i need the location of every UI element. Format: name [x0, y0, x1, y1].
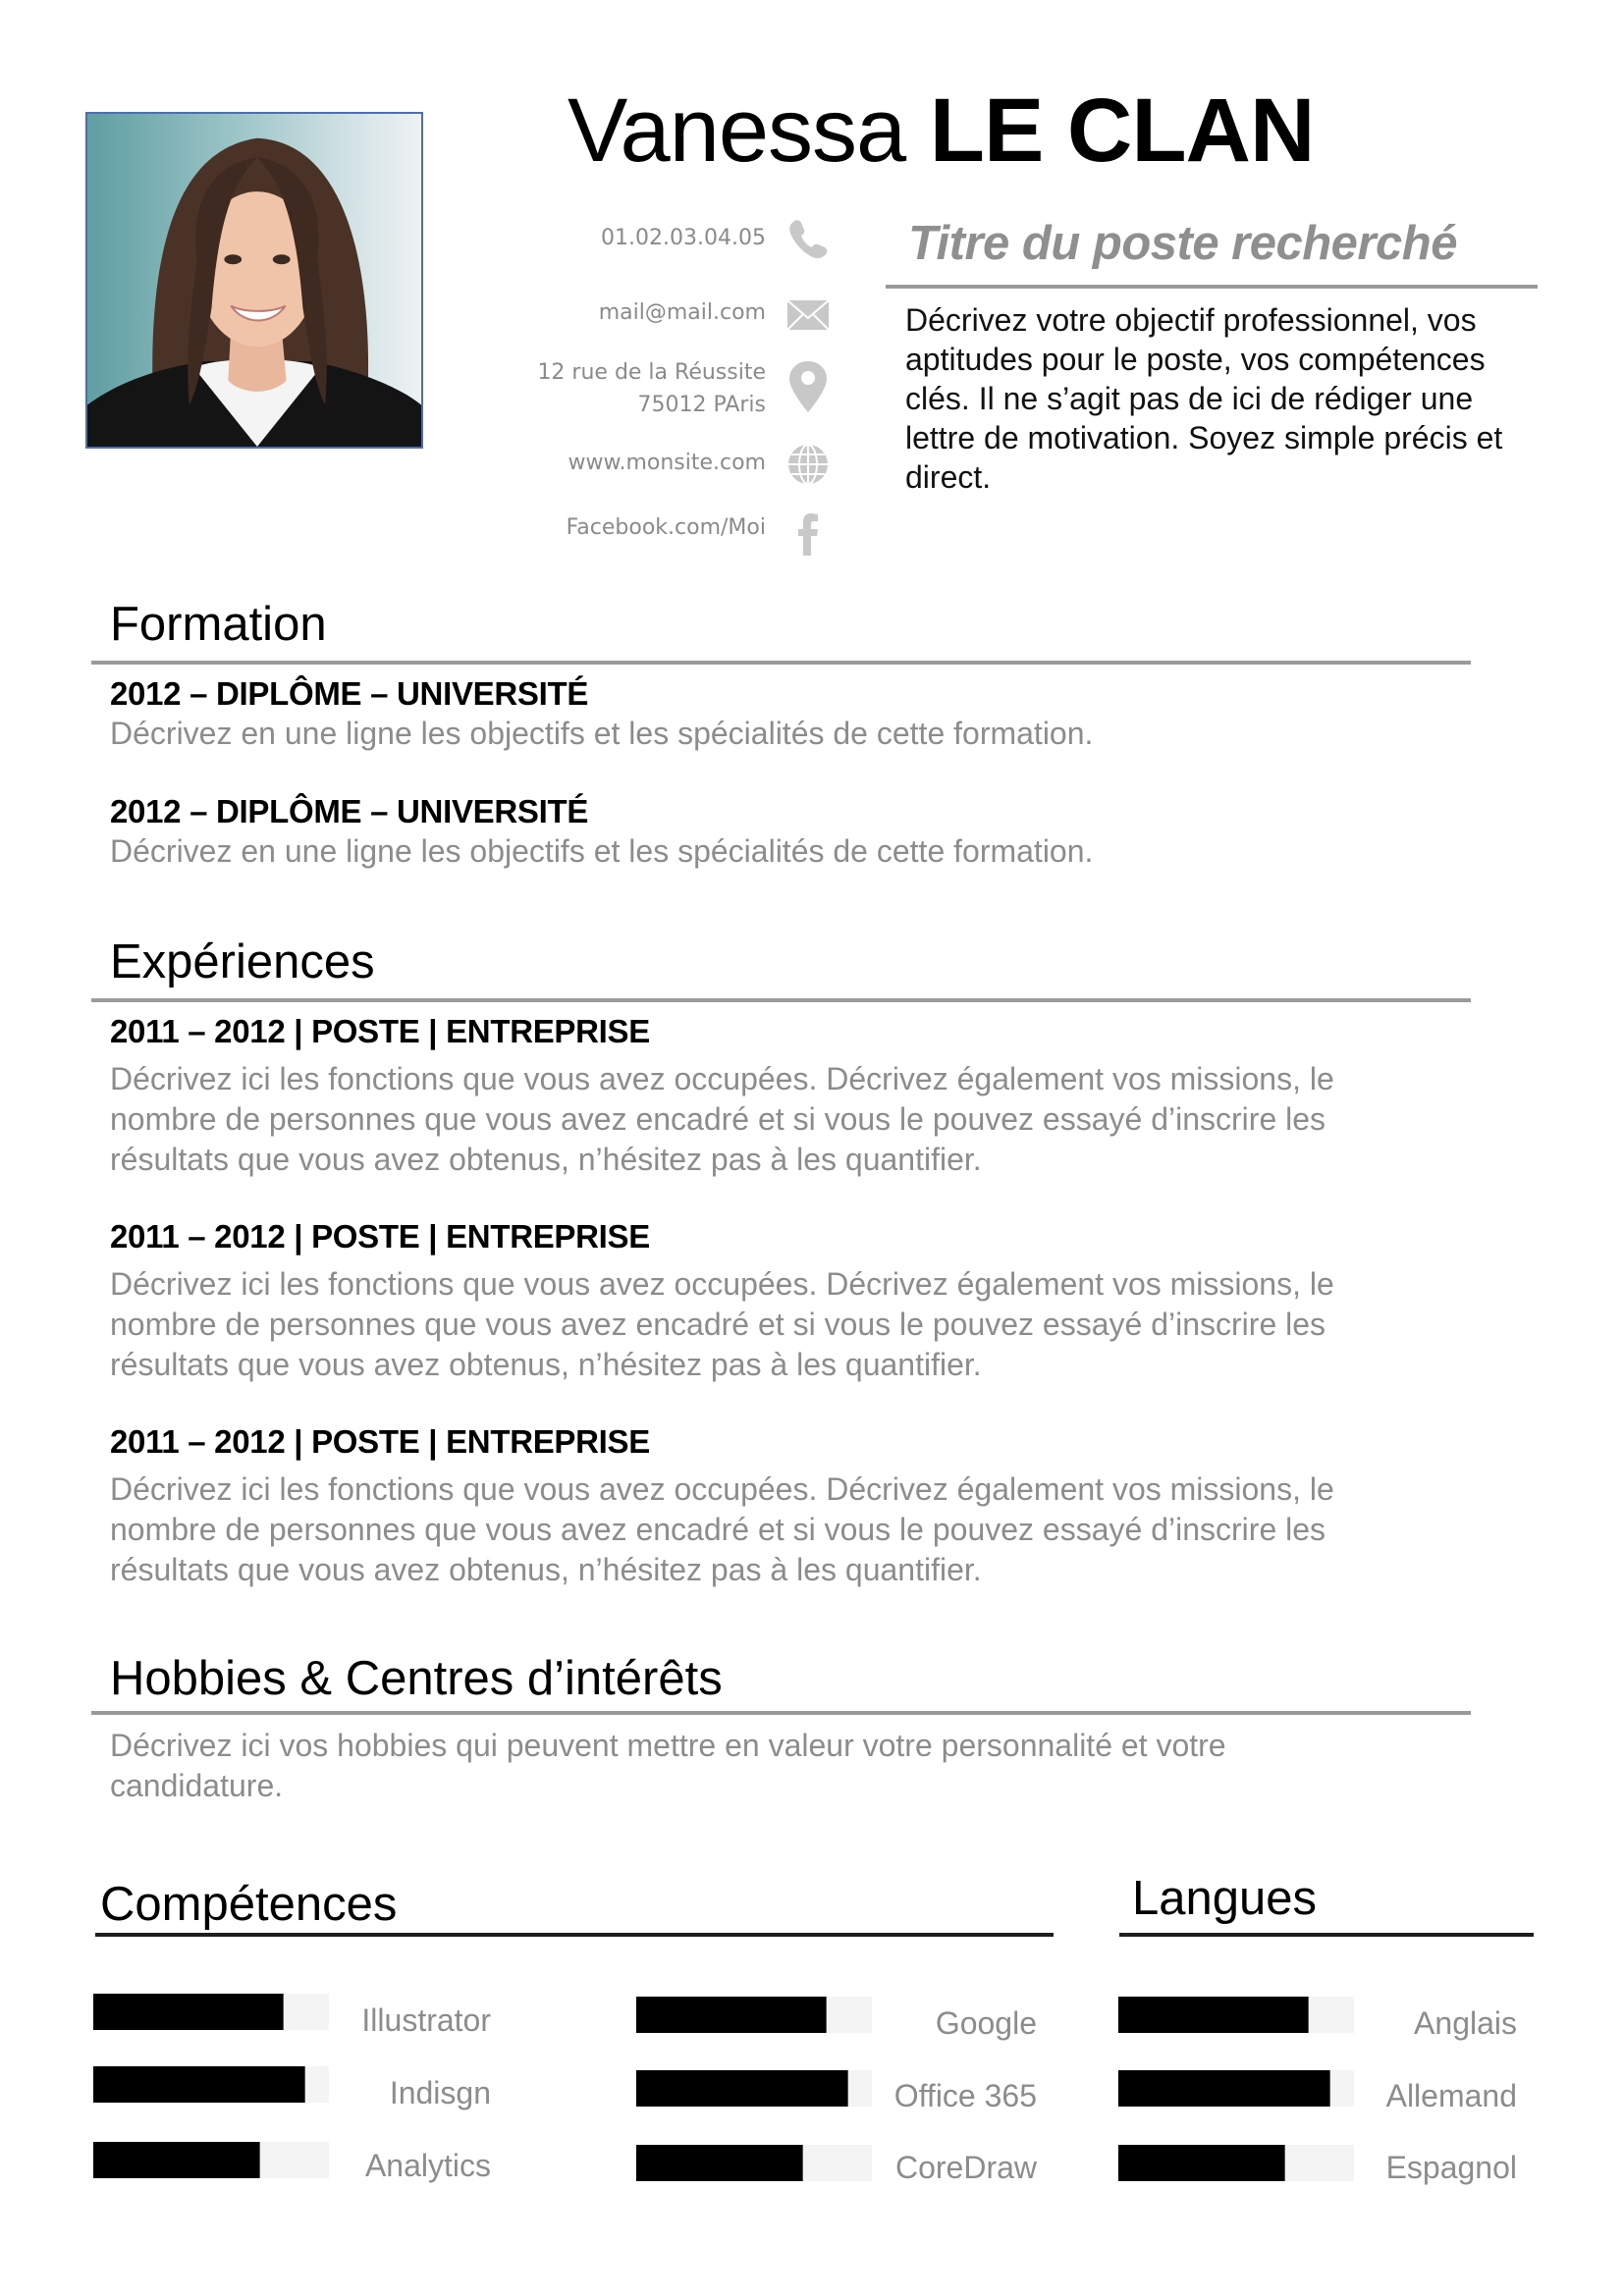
language-level-fill — [1118, 2145, 1285, 2181]
language-bar-allemand — [1118, 2070, 1354, 2107]
hobbies-divider — [91, 1711, 1471, 1715]
skill-bar-illustrator — [93, 1994, 329, 2030]
experience-heading: 2011 – 2012 | POSTE | ENTREPRISE — [110, 1218, 650, 1255]
last-name: LE CLAN — [929, 80, 1315, 181]
skill-label: Indisgn — [389, 2075, 491, 2110]
envelope-icon — [785, 293, 831, 338]
skill-label: CoreDraw — [894, 2150, 1037, 2185]
skill-level-fill — [93, 2142, 260, 2178]
globe-icon — [785, 442, 831, 487]
skill-label: Google — [935, 2005, 1037, 2041]
address-line-2: 75012 PAris — [637, 393, 766, 417]
facebook-url[interactable]: Facebook.com/Moi — [566, 515, 766, 540]
language-label: Anglais — [1414, 2005, 1517, 2041]
formation-heading: 2012 – DIPLÔME – UNIVERSITÉ — [110, 675, 589, 712]
formation-divider — [91, 661, 1471, 665]
portrait-image — [87, 114, 421, 447]
profile-photo — [85, 112, 423, 449]
section-title-languages: Langues — [1132, 1872, 1318, 1925]
skill-bar-google — [636, 1997, 872, 2033]
experience-heading: 2011 – 2012 | POSTE | ENTREPRISE — [110, 1423, 650, 1460]
section-title-experiences: Expériences — [110, 935, 375, 988]
objective-text: Décrivez votre objectif professionnel, vos aptitudes pour le poste, vos compétences clés. Il ne s’agit pas de ici de rédiger une lettre de motivation. Soyez simple précis et direct. — [905, 302, 1503, 495]
experience-description: Décrivez ici les fonctions que vous avez occupées. Décrivez également vos missions, le nombre de personnes que vous avez encadré et si vous le pouvez essayé d’inscrire les résultats que vous avez obtenus, n’hésitez pas à les quantifier. — [110, 1061, 1334, 1177]
skill-label: Analytics — [364, 2148, 491, 2183]
language-level-fill — [1118, 1997, 1309, 2033]
language-label: Allemand — [1385, 2078, 1517, 2113]
languages-divider — [1119, 1933, 1534, 1937]
formation-description: Décrivez en une ligne les objectifs et les spécialités de cette formation. — [110, 716, 1094, 751]
skill-bar-indisgn — [93, 2066, 329, 2103]
language-label: Espagnol — [1385, 2150, 1517, 2185]
phone-number: 01.02.03.04.05 — [601, 226, 766, 250]
section-title-hobbies: Hobbies & Centres d’intérêts — [110, 1652, 723, 1705]
experience-description: Décrivez ici les fonctions que vous avez occupées. Décrivez également vos missions, le nombre de personnes que vous avez encadré et si vous le pouvez essayé d’inscrire les résultats que vous avez obtenus, n’hésitez pas à les quantifier. — [110, 1471, 1334, 1587]
formation-heading: 2012 – DIPLÔME – UNIVERSITÉ — [110, 793, 589, 829]
objective-divider — [886, 285, 1538, 289]
email-address[interactable]: mail@mail.com — [598, 300, 766, 325]
experience-heading: 2011 – 2012 | POSTE | ENTREPRISE — [110, 1013, 650, 1049]
skill-level-fill — [636, 2145, 803, 2181]
experience-description: Décrivez ici les fonctions que vous avez occupées. Décrivez également vos missions, le nombre de personnes que vous avez encadré et si vous le pouvez essayé d’inscrire les résultats que vous avez obtenus, n’hésitez pas à les quantifier. — [110, 1266, 1334, 1382]
section-title-skills: Compétences — [100, 1878, 398, 1931]
facebook-icon — [785, 510, 831, 556]
skill-level-fill — [636, 1997, 827, 2033]
phone-icon — [785, 216, 831, 261]
language-bar-anglais — [1118, 1997, 1354, 2033]
skill-bar-analytics — [93, 2142, 329, 2178]
skill-level-fill — [93, 1994, 284, 2030]
section-title-formation: Formation — [110, 598, 327, 651]
skill-level-fill — [93, 2066, 305, 2103]
language-level-fill — [1118, 2070, 1330, 2107]
candidate-name — [568, 77, 1314, 185]
address-line-1: 12 rue de la Réussite — [537, 360, 766, 385]
skill-label: Illustrator — [361, 2002, 491, 2038]
first-name: Vanessa — [568, 80, 906, 181]
skill-label: Office 365 — [893, 2078, 1037, 2113]
language-bar-espagnol — [1118, 2145, 1354, 2181]
formation-description: Décrivez en une ligne les objectifs et les spécialités de cette formation. — [110, 833, 1094, 869]
skill-level-fill — [636, 2070, 848, 2107]
website-url[interactable]: www.monsite.com — [568, 451, 766, 475]
skill-bar-coredraw — [636, 2145, 872, 2181]
skills-divider — [95, 1933, 1054, 1937]
job-title: Titre du poste recherché — [908, 217, 1457, 270]
hobbies-text: Décrivez ici vos hobbies qui peuvent mettre en valeur votre personnalité et votre candidature. — [110, 1728, 1226, 1803]
experiences-divider — [91, 998, 1471, 1002]
map-pin-icon — [785, 359, 831, 414]
skill-bar-office365 — [636, 2070, 872, 2107]
